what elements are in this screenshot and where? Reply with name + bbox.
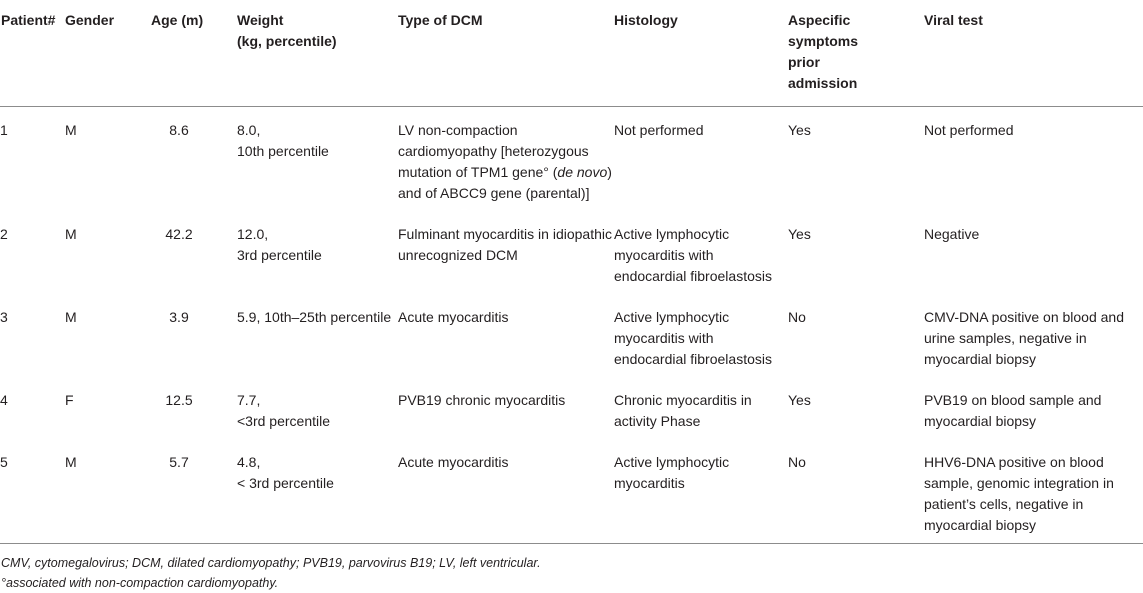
table-row xyxy=(0,294,1143,377)
italic-text: de novo xyxy=(557,163,608,180)
cell-type-of-dcm xyxy=(398,106,614,211)
header-gender: Gender xyxy=(65,2,151,106)
cell-viral-test: Not performed xyxy=(924,121,1014,138)
cell-weight: 12.0, 3rd percentile xyxy=(237,225,322,263)
cell-histology: Active lymphocytic myocarditis xyxy=(614,439,788,544)
cell-viral-test: PVB19 on blood sample and myocardial biopsy xyxy=(924,391,1102,429)
cell-patient: 2 xyxy=(0,225,8,242)
text-segment: ) and of ABCC9 gene (parental)] xyxy=(398,163,612,201)
header-histology: Histology xyxy=(614,2,788,106)
cell-aspecific-symptoms: No xyxy=(788,308,806,325)
table-row xyxy=(0,377,1143,439)
cell-histology: Chronic myocarditis in activity Phase xyxy=(614,391,752,429)
cell-weight: 7.7, <3rd percentile xyxy=(237,391,331,429)
text-segment: LV non-compaction cardiomyopathy [heterozygous mutation of TPM1 gene° ( xyxy=(398,121,589,180)
cell-viral-test: Negative xyxy=(924,225,980,242)
cell-histology: Not performed xyxy=(614,121,704,138)
cell-patient: 3 xyxy=(0,308,8,325)
text-segment: PVB19 chronic myocarditis xyxy=(398,391,566,408)
cell-gender: M xyxy=(65,308,77,325)
header-patient: Patient# xyxy=(0,2,65,106)
cell-weight: 8.0, 10th percentile xyxy=(237,121,329,159)
cell-weight: 5.9, 10th–25th percentile xyxy=(237,308,392,325)
table-header xyxy=(0,2,1143,106)
cell-aspecific-symptoms: Yes xyxy=(788,391,811,408)
cell-age: 12.5 xyxy=(165,391,193,408)
cell-age: 8.6 xyxy=(169,121,189,138)
cell-age: 5.7 xyxy=(151,439,237,544)
table-row xyxy=(0,211,1143,294)
patients-table xyxy=(0,2,1143,544)
cell-patient: 4 xyxy=(0,391,8,408)
table-footnotes xyxy=(0,553,1143,593)
header-aspecific-symptoms: Aspecific symptoms prior admission xyxy=(788,2,924,106)
cell-type-of-dcm xyxy=(398,211,614,294)
cell-type-of-dcm xyxy=(398,439,614,544)
text-segment: Acute myocarditis xyxy=(398,308,509,325)
footnote-abbreviations: CMV, cytomegalovirus; DCM, dilated cardiomyopathy; PVB19, parvovirus B19; LV, left ventricular. xyxy=(1,555,541,570)
header-row xyxy=(0,2,1143,106)
cell-aspecific-symptoms: No xyxy=(788,439,924,544)
footnote-degree-note: °associated with non-compaction cardiomyopathy. xyxy=(1,575,279,590)
table-body xyxy=(0,106,1143,543)
cell-patient: 1 xyxy=(0,121,8,138)
header-weight: Weight (kg, percentile) xyxy=(237,2,398,106)
cell-histology: Active lymphocytic myocarditis with endocardial fibroelastosis xyxy=(614,308,772,367)
cell-aspecific-symptoms: Yes xyxy=(788,121,811,138)
cell-viral-test: HHV6-DNA positive on blood sample, genomic integration in patient’s cells, negative in myocardial biopsy xyxy=(924,439,1143,544)
cell-gender: F xyxy=(65,391,74,408)
text-segment: Acute myocarditis xyxy=(398,453,509,470)
text-segment: Fulminant myocarditis in idiopathic unrecognized DCM xyxy=(398,225,612,263)
cell-weight: 4.8, < 3rd percentile xyxy=(237,439,398,544)
header-viral-test: Viral test xyxy=(924,2,1143,106)
cell-age: 3.9 xyxy=(169,308,189,325)
header-type-of-dcm: Type of DCM xyxy=(398,2,614,106)
header-age: Age (m) xyxy=(151,2,237,106)
table-row xyxy=(0,439,1143,544)
cell-type-of-dcm xyxy=(398,294,614,377)
cell-gender: M xyxy=(65,225,77,242)
cell-patient: 5 xyxy=(0,439,65,544)
cell-gender: M xyxy=(65,121,77,138)
cell-age: 42.2 xyxy=(165,225,193,242)
cell-type-of-dcm xyxy=(398,377,614,439)
cell-viral-test: CMV-DNA positive on blood and urine samples, negative in myocardial biopsy xyxy=(924,308,1124,367)
cell-gender: M xyxy=(65,439,151,544)
cell-aspecific-symptoms: Yes xyxy=(788,225,811,242)
table-row xyxy=(0,106,1143,211)
cell-histology: Active lymphocytic myocarditis with endocardial fibroelastosis xyxy=(614,225,772,284)
